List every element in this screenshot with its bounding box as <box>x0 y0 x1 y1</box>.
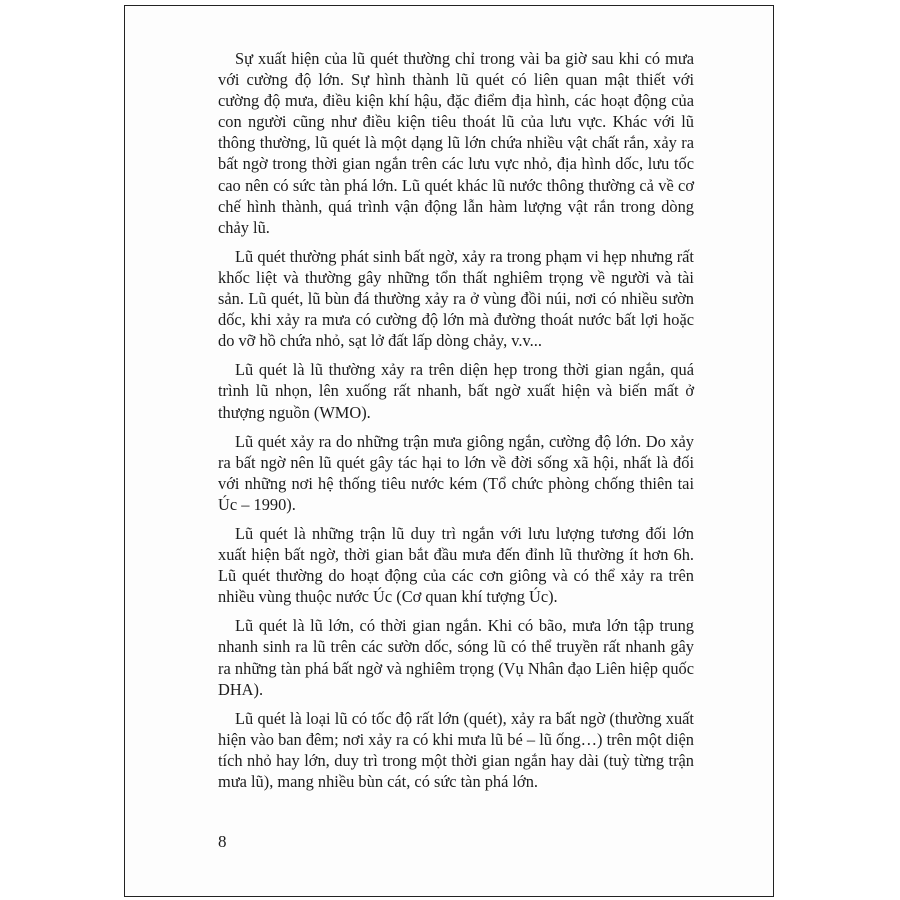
paragraph-7: Lũ quét là loại lũ có tốc độ rất lớn (quét), xảy ra bất ngờ (thường xuất hiện vào ban đêm; nơi xảy ra có khi mưa lũ bé – lũ ống…) trên một diện tích nhỏ hay lớn, duy trì trong một thời gian ngắn hay dài (tuỳ từng trận mưa lũ), mang nhiều bùn cát, có sức tàn phá lớn. <box>218 708 694 791</box>
paragraph-2: Lũ quét thường phát sinh bất ngờ, xảy ra trong phạm vi hẹp nhưng rất khốc liệt và thường gây những tổn thất nghiêm trọng về người và tài sản. Lũ quét, lũ bùn đá thường xảy ra ở vùng đồi núi, nơi có nhiều sườn dốc, khi xảy ra mưa có cường độ lớn mà đường thoát nước bất lợi hoặc do vỡ hồ chứa nhỏ, sạt lở đất lấp dòng chảy, v.v... <box>218 246 694 351</box>
paragraph-1: Sự xuất hiện của lũ quét thường chỉ trong vài ba giờ sau khi có mưa với cường độ lớn. Sự hình thành lũ quét có liên quan mật thiết với cường độ mưa, điều kiện khí hậu, đặc điểm địa hình, các hoạt động của con người cũng như điều kiện tiêu thoát lũ của lưu vực. Khác với lũ thông thường, lũ quét là một dạng lũ lớn chứa nhiều vật chất rắn, xảy ra bất ngờ trong thời gian ngắn trên các lưu vực nhỏ, địa hình dốc, lưu tốc cao nên có sức tàn phá lớn. Lũ quét khác lũ nước thông thường cả về cơ chế hình thành, quá trình vận động lẫn hàm lượng vật rắn trong dòng chảy lũ. <box>218 49 694 237</box>
paragraph-6: Lũ quét là lũ lớn, có thời gian ngắn. Khi có bão, mưa lớn tập trung nhanh sinh ra lũ trên các sườn dốc, sóng lũ có thể truyền rất nhanh gây ra những tàn phá bất ngờ và nghiêm trọng (Vụ Nhân đạo Liên hiệp quốc DHA). <box>218 616 694 699</box>
page-number: 8 <box>218 832 227 851</box>
paragraph-5: Lũ quét là những trận lũ duy trì ngắn với lưu lượng tương đối lớn xuất hiện bất ngờ, thời gian bắt đầu mưa đến đỉnh lũ thường ít hơn 6h. Lũ quét thường do hoạt động của các cơn giông và có thể xảy ra trên nhiều vùng thuộc nước Úc (Cơ quan khí tượng Úc). <box>218 523 694 607</box>
paragraph-4: Lũ quét xảy ra do những trận mưa giông ngắn, cường độ lớn. Do xảy ra bất ngờ nên lũ quét gây tác hại to lớn về đời sống xã hội, nhất là đối với những nơi hệ thống tiêu nước kém (Tổ chức phòng chống thiên tai Úc – 1990). <box>218 431 694 514</box>
paragraph-3: Lũ quét là lũ thường xảy ra trên diện hẹp trong thời gian ngắn, quá trình lũ nhọn, lên xuống rất nhanh, bất ngờ xuất hiện và biến mất ở thượng nguồn (WMO). <box>218 360 694 422</box>
document-page <box>124 5 774 897</box>
page-body <box>218 48 694 800</box>
